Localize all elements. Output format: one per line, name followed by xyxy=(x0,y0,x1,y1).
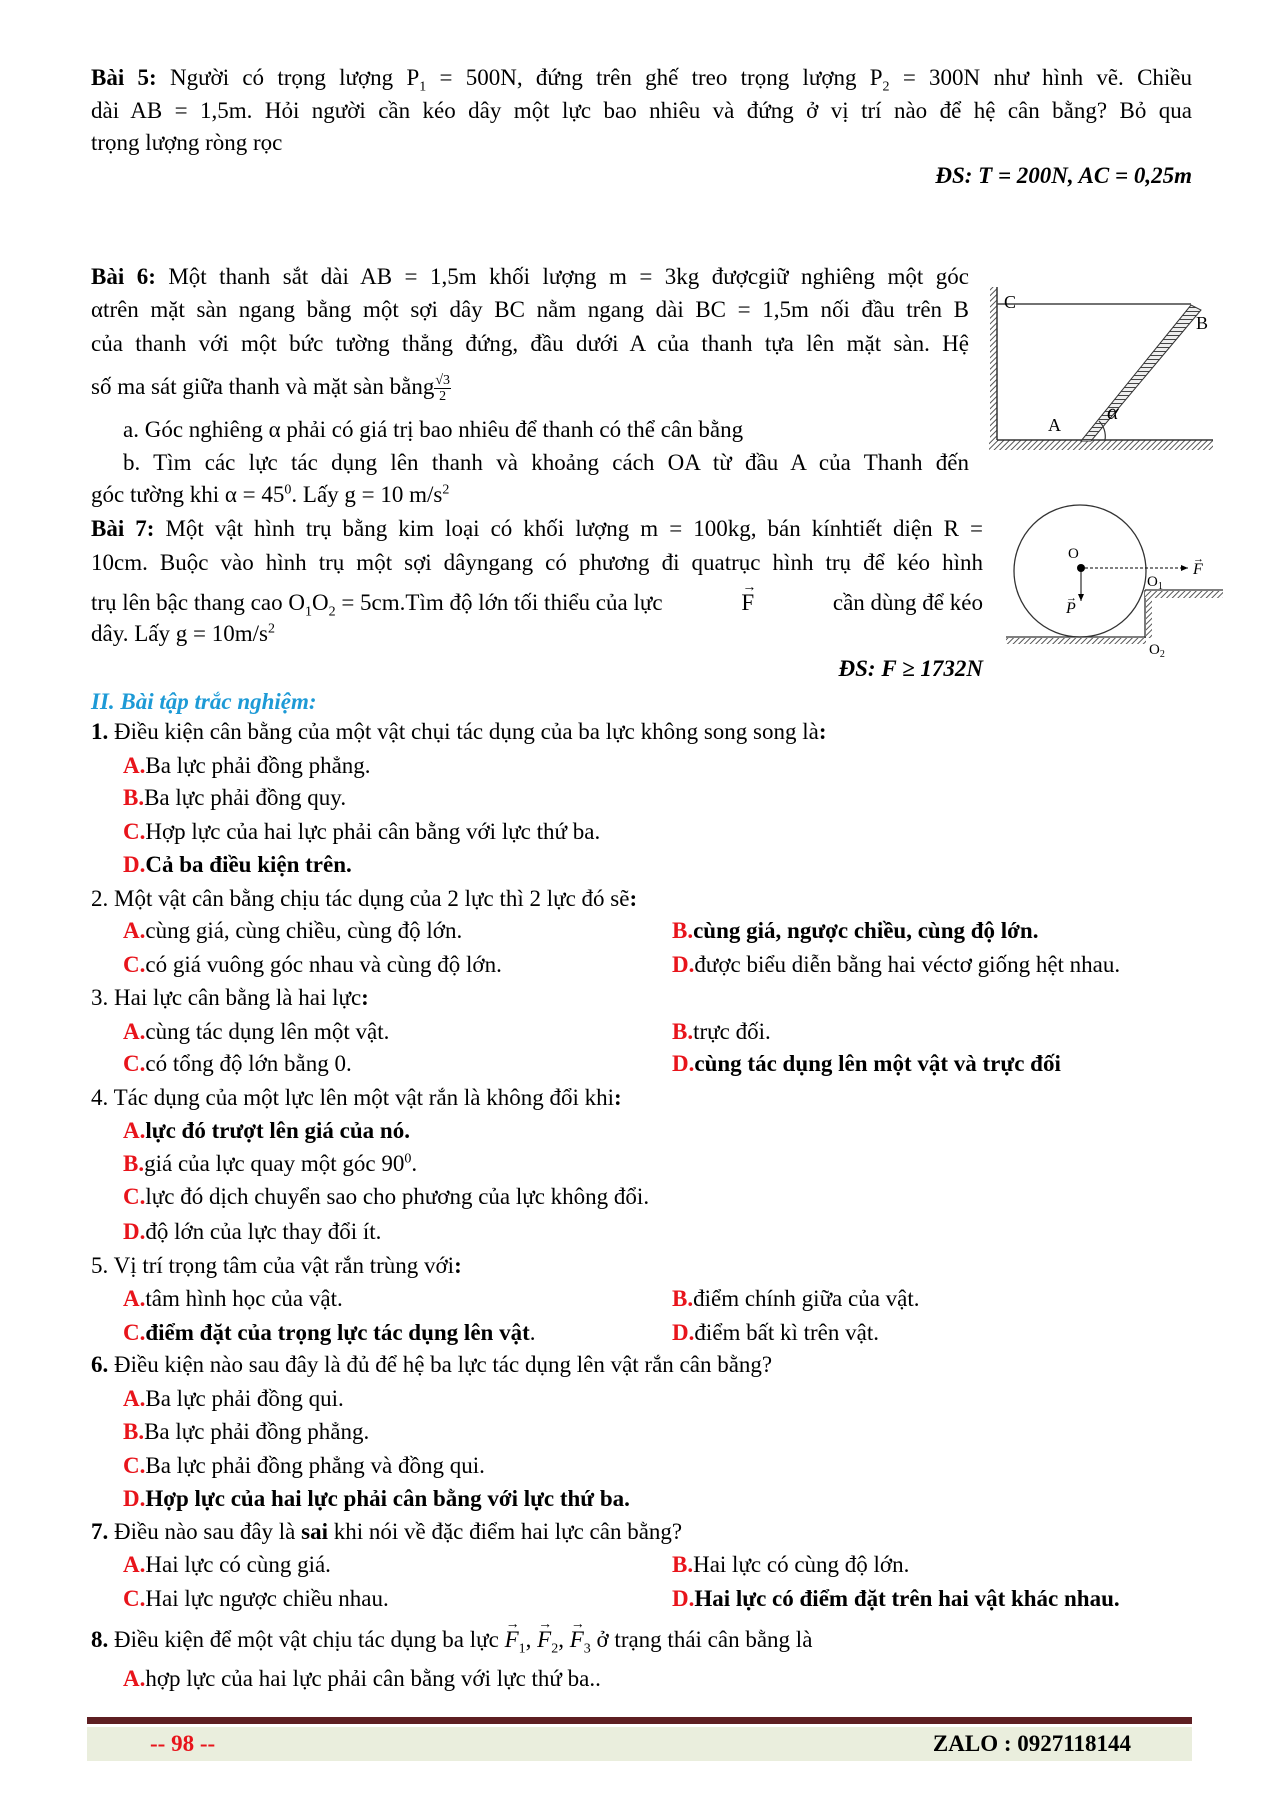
force-f-vector: → F xyxy=(741,586,754,620)
force-vector-f1: → F xyxy=(505,1623,519,1657)
question-7-stem xyxy=(91,1515,682,1549)
text: Một thanh sắt dài AB = 1,5m khối lượng m = 3kg đượcgiữ nghiêng một góc xyxy=(168,264,969,289)
sub: 1 xyxy=(419,79,427,95)
question-text: Điều kiện cân bằng của một vật chụi tác dụng của ba lực không song song là xyxy=(108,719,819,744)
answer-option-d[interactable] xyxy=(672,1047,1061,1081)
option-text: Hợp lực của hai lực phải cân bằng với lực thứ ba. xyxy=(145,819,601,844)
option-text: cùng tác dụng lên một vật và trực đối xyxy=(694,1051,1061,1076)
question-text-end: ở trạng thái cân bằng là xyxy=(590,1627,813,1652)
option-text: Ba lực phải đồng phẳng và đồng qui. xyxy=(145,1453,485,1478)
option-label: D. xyxy=(123,852,146,877)
bai5-line-3: trọng lượng ròng rọc xyxy=(91,130,283,155)
question-text: Hai lực cân bằng là hai lực xyxy=(108,985,362,1010)
option-text: độ lớn của lực thay đổi ít. xyxy=(145,1219,382,1244)
bai5-answer: ĐS: T = 200N, AC = 0,25m xyxy=(935,163,1192,188)
bai6-line-2: αtrên mặt sàn ngang bằng một sợi dây BC nằm ngang dài BC = 1,5m nối đầu trên B xyxy=(91,297,969,322)
option-text: hợp lực của hai lực phải cân bằng với lực thứ ba.. xyxy=(145,1666,601,1691)
bai5-title: Bài 5: xyxy=(91,65,157,90)
question-text: Một vật cân bằng chịu tác dụng của 2 lực thì 2 lực đó sẽ xyxy=(108,886,630,911)
rod-ab xyxy=(1081,305,1201,441)
text: = 500N, đứng trên ghế treo trọng lượng P xyxy=(426,65,883,90)
option-label: A. xyxy=(123,1118,146,1143)
option-text: tâm hình học của vật. xyxy=(145,1286,343,1311)
question-text: Điều kiện nào sau đây là đủ để hệ ba lực tác dụng lên vật rắn cân bằng? xyxy=(108,1352,773,1377)
answer-option-c[interactable] xyxy=(123,1180,649,1214)
answer-option-d[interactable] xyxy=(123,1482,630,1516)
answer-option-a[interactable] xyxy=(123,1282,343,1316)
question-colon: : xyxy=(614,1085,622,1110)
question-number: 5. xyxy=(91,1253,109,1278)
option-text: Hai lực có cùng giá. xyxy=(145,1552,331,1577)
option-label: C. xyxy=(123,1586,146,1611)
label-c: C xyxy=(1004,292,1017,312)
label-o2: $O_2$ xyxy=(1149,642,1165,660)
question-colon: : xyxy=(361,985,369,1010)
sqrt3-over-2-fraction xyxy=(434,373,451,404)
option-text: có giá vuông góc nhau và cùng độ lớn. xyxy=(145,952,502,977)
option-label: B. xyxy=(672,1019,694,1044)
bai6-figure-ladder xyxy=(985,283,1217,458)
bai7-title: Bài 7: xyxy=(91,516,155,541)
option-label: D. xyxy=(672,1051,695,1076)
option-text: Ba lực phải đồng quy. xyxy=(144,785,347,810)
option-label: B. xyxy=(123,1151,145,1176)
question-number: 6. xyxy=(91,1352,109,1377)
option-label: C. xyxy=(123,1320,146,1345)
answer-option-c[interactable] xyxy=(123,1582,389,1616)
question-number: 3. xyxy=(91,985,109,1010)
text: góc tường khi α = 45 xyxy=(91,482,285,507)
question-3-stem xyxy=(91,981,369,1015)
text: = 300N như hình vẽ. Chiều xyxy=(889,65,1192,90)
superscript: 0 xyxy=(404,1151,412,1167)
question-text-end: khi nói về đặc điểm hai lực cân bằng? xyxy=(327,1519,683,1544)
label-b: B xyxy=(1196,313,1209,333)
option-label: D. xyxy=(672,1320,695,1345)
option-text: điểm bất kì trên vật. xyxy=(694,1320,879,1345)
option-text: Cả ba điều kiện trên. xyxy=(145,852,352,877)
option-text: trực đối. xyxy=(693,1019,771,1044)
force-vector-f2: → F xyxy=(537,1623,551,1657)
answer-option-b[interactable] xyxy=(123,1147,417,1181)
bai5-line-2: dài AB = 1,5m. Hỏi người cần kéo dây một lực bao nhiêu và đứng ở vị trí nào để hệ cân bằng? Bỏ qua xyxy=(91,98,1192,123)
label-o: O xyxy=(1068,546,1079,562)
option-text: Ba lực phải đồng phẳng. xyxy=(145,753,371,778)
question-number: 1. xyxy=(91,719,109,744)
section-heading: II. Bài tập trắc nghiệm: xyxy=(91,689,317,714)
bai7-line-4: dây. Lấy $g = 10m/s^2$ xyxy=(91,621,275,646)
svg-text:→: → xyxy=(1193,553,1204,565)
question-emphasis: sai xyxy=(301,1519,328,1544)
bai6-part-a: a. Góc nghiêng α phải có giá trị bao nhiêu để thanh có thể cân bằng xyxy=(123,417,744,442)
bai5-line-1 xyxy=(91,61,1192,95)
option-label: D. xyxy=(672,1586,695,1611)
answer-option-d[interactable] xyxy=(123,848,352,882)
answer-option-d[interactable] xyxy=(672,948,1120,982)
answer-option-c[interactable] xyxy=(123,1047,352,1081)
question-5-stem xyxy=(91,1249,462,1283)
bai7-answer: ĐS: F ≥ 1732N xyxy=(838,656,983,681)
text: . Lấy g = 10 m/s xyxy=(291,482,443,507)
bai6-line-4 xyxy=(91,370,451,410)
question-number: 4. xyxy=(91,1085,109,1110)
vector-subscript: 3 xyxy=(583,1641,591,1657)
option-label: C. xyxy=(123,952,146,977)
question-number: 2. xyxy=(91,886,109,911)
text: trụ lên bậc thang cao $O_1O_2$ = 5cm.Tìm độ lớn tối thiểu của lực xyxy=(91,590,663,620)
option-label: C. xyxy=(123,1184,146,1209)
option-label: D. xyxy=(123,1219,146,1244)
label-alpha: α xyxy=(1107,399,1119,424)
answer-option-b[interactable] xyxy=(672,1015,771,1049)
text: Người có trọng lượng P xyxy=(169,65,420,90)
option-text: lực đó trượt lên giá của nó. xyxy=(145,1118,410,1143)
option-label: B. xyxy=(123,785,145,810)
answer-option-d[interactable] xyxy=(672,1316,879,1350)
question-8-stem: 8. Điều kiện để một vật chịu tác dụng ba lực → $F_1$, → $F_2$, → $F_3$ ở trạng thái cân bằng là xyxy=(91,1623,812,1657)
option-text: Ba lực phải đồng phẳng. xyxy=(144,1419,370,1444)
question-text: Điều nào sau đây là xyxy=(108,1519,302,1544)
page-number: -- 98 -- xyxy=(150,1731,216,1756)
answer-option-c[interactable] xyxy=(123,815,600,849)
answer-option-c[interactable] xyxy=(123,948,502,982)
option-label: A. xyxy=(123,918,146,943)
answer-option-c[interactable] xyxy=(123,1449,485,1483)
answer-option-c[interactable] xyxy=(123,1316,535,1350)
bai7-line-2: 10cm. Buộc vào hình trụ một sợi dâyngang có phương đi quatrục hình trụ để kéo hình xyxy=(91,550,983,575)
option-text: điểm đặt của trọng lực tác dụng lên vật xyxy=(145,1320,530,1345)
question-colon: : xyxy=(818,719,827,744)
label-o1: $O_1$ xyxy=(1147,574,1163,592)
option-text: được biểu diễn bằng hai véctơ giống hệt nhau. xyxy=(694,952,1121,977)
option-text: giá của lực quay một góc 90 xyxy=(144,1151,405,1176)
option-text-end: . xyxy=(529,1320,536,1345)
option-text: lực đó dịch chuyển sao cho phương của lực không đổi. xyxy=(145,1184,650,1209)
footer-bar xyxy=(87,1717,1192,1724)
svg-text:→: → xyxy=(1066,592,1077,604)
question-number: 7. xyxy=(91,1519,109,1544)
question-colon: : xyxy=(454,1253,462,1278)
answer-option-b[interactable] xyxy=(123,781,346,815)
option-text-end: . xyxy=(411,1151,418,1176)
option-text: Hợp lực của hai lực phải cân bằng với lực thứ ba. xyxy=(145,1486,630,1511)
answer-option-b[interactable] xyxy=(672,1548,909,1582)
answer-option-b[interactable] xyxy=(123,1415,369,1449)
question-2-stem xyxy=(91,882,637,916)
option-label: A. xyxy=(123,1019,146,1044)
denominator: 2 xyxy=(439,389,447,405)
option-label: B. xyxy=(123,1419,145,1444)
question-1-stem xyxy=(91,715,827,749)
answer-option-a[interactable] xyxy=(123,1548,331,1582)
option-text: Ba lực phải đồng qui. xyxy=(145,1386,344,1411)
option-text: có tổng độ lớn bằng 0. xyxy=(145,1051,352,1076)
option-label: A. xyxy=(123,1552,146,1577)
question-text: Vị trí trọng tâm của vật rắn trùng với xyxy=(108,1253,455,1278)
question-text: Điều kiện để một vật chịu tác dụng ba lực xyxy=(108,1627,505,1652)
answer-option-a[interactable] xyxy=(123,1114,410,1148)
wall xyxy=(990,287,997,442)
option-label: C. xyxy=(123,1051,146,1076)
answer-option-a[interactable] xyxy=(123,1662,601,1696)
bai6-line-7 xyxy=(91,478,449,512)
bai6-part-b: b. Tìm các lực tác dụng lên thanh và khoảng cách OA từ đầu A của Thanh đến xyxy=(123,450,969,475)
bai6-line-3: của thanh với một bức tường thẳng đứng, đầu dưới A của thanh tựa lên mặt sàn. Hệ xyxy=(91,331,969,356)
option-label: A. xyxy=(123,1286,146,1311)
sup: 2 xyxy=(442,482,450,498)
option-text: Hai lực ngược chiều nhau. xyxy=(145,1586,389,1611)
option-label: D. xyxy=(123,1486,146,1511)
vector-subscript: 1 xyxy=(518,1641,526,1657)
option-text: cùng giá, cùng chiều, cùng độ lớn. xyxy=(145,918,463,943)
text: số ma sát giữa thanh và mặt sàn bằng xyxy=(91,374,435,399)
label-a: A xyxy=(1048,415,1061,435)
answer-option-b[interactable] xyxy=(672,1282,920,1316)
text: Một vật hình trụ bằng kim loại có khối lượng m = 100kg, bán kínhtiết diện R = xyxy=(165,516,983,541)
answer-option-a[interactable] xyxy=(123,1015,389,1049)
vector-subscript: 2 xyxy=(551,1641,559,1657)
question-number: 8. xyxy=(91,1627,109,1652)
answer-option-b[interactable] xyxy=(672,914,1038,948)
bai7-line-1 xyxy=(91,512,983,546)
option-label: C. xyxy=(123,1453,146,1478)
numerator: √3 xyxy=(435,373,451,389)
option-label: C. xyxy=(123,819,146,844)
bai7-figure-cylinder-step xyxy=(1000,498,1226,660)
option-text: cùng giá, ngược chiều, cùng độ lớn. xyxy=(693,918,1039,943)
question-text: Tác dụng của một lực lên một vật rắn là không đổi khi xyxy=(108,1085,615,1110)
bai6-line-1 xyxy=(91,260,969,294)
answer-option-a[interactable] xyxy=(123,914,462,948)
answer-option-a[interactable] xyxy=(123,749,371,783)
option-label: A. xyxy=(123,1666,146,1691)
label-p: P xyxy=(1066,600,1076,617)
option-label: A. xyxy=(123,753,146,778)
floor xyxy=(989,440,1213,450)
option-label: B. xyxy=(672,1286,694,1311)
question-6-stem xyxy=(91,1348,772,1382)
label-f: F xyxy=(1193,561,1203,578)
force-vector-f3: → F xyxy=(570,1623,584,1657)
option-label: A. xyxy=(123,1386,146,1411)
question-colon: : xyxy=(629,886,638,911)
footer-contact: ZALO : 0927118144 xyxy=(932,1731,1131,1756)
bai7-line-3 xyxy=(91,586,983,620)
answer-option-d[interactable] xyxy=(672,1582,1120,1616)
answer-option-d[interactable] xyxy=(123,1215,381,1249)
option-text: điểm chính giữa của vật. xyxy=(693,1286,920,1311)
sub: 2 xyxy=(882,79,890,95)
option-label: B. xyxy=(672,1552,694,1577)
option-text: Hai lực có cùng độ lớn. xyxy=(693,1552,910,1577)
option-text: cùng tác dụng lên một vật. xyxy=(145,1019,390,1044)
option-label: B. xyxy=(672,918,694,943)
question-4-stem xyxy=(91,1081,622,1115)
bai6-title: Bài 6: xyxy=(91,264,156,289)
text: cần dùng để kéo xyxy=(832,590,983,615)
answer-option-a[interactable] xyxy=(123,1382,344,1416)
option-label: D. xyxy=(672,952,695,977)
sup: 0 xyxy=(284,482,292,498)
option-text: Hai lực có điểm đặt trên hai vật khác nhau. xyxy=(694,1586,1120,1611)
